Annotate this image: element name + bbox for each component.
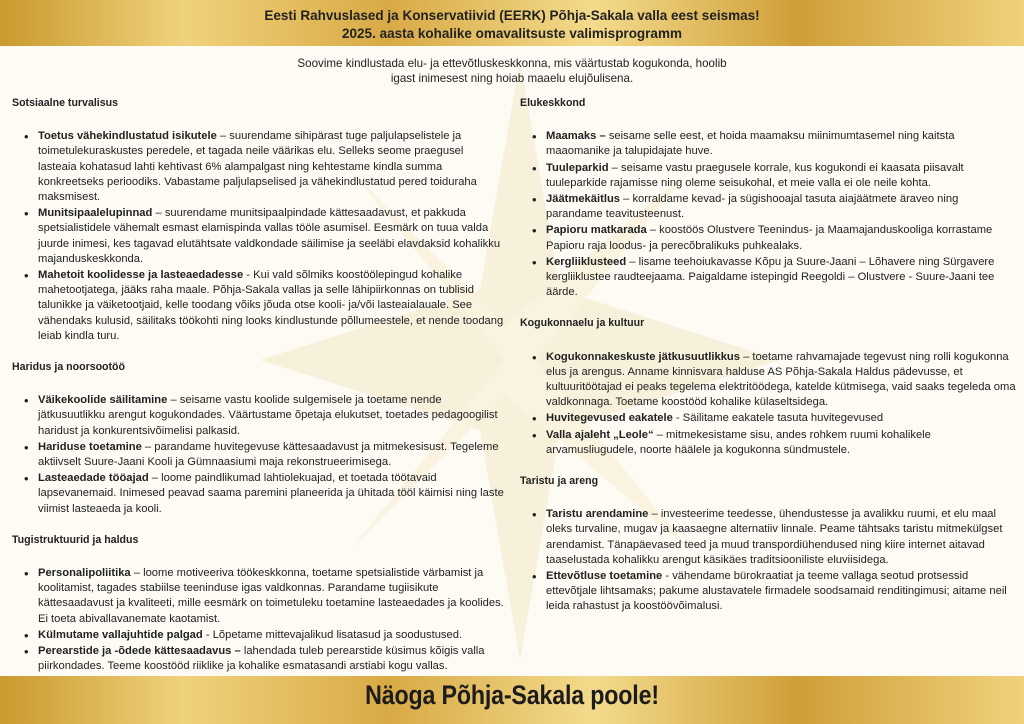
item-lead: Väikekoolide säilitamine xyxy=(38,394,168,407)
section-infrastructure xyxy=(520,474,1016,615)
list-item xyxy=(38,644,504,674)
list-item xyxy=(546,411,1016,426)
intro-line: Soovime kindlustada elu- ja ettevõtluskeskkonna, mis väärtustab kogukonda, hoolib xyxy=(297,57,727,70)
item-text: – mitmekesistame sisu, andes rohkem ruumi kohalikele arvamusliugudele, noorte häälele ja kogukonna sündmustele. xyxy=(546,428,931,456)
item-lead: Külmutame vallajuhtide palgad xyxy=(38,628,203,641)
item-lead: Papioru matkarada xyxy=(546,224,647,237)
list-item xyxy=(546,223,1016,253)
item-text: – loome motiveeriva töökeskkonna, toetame spetsialistide värbamist ja koolitamist, tagades stabiilse teeninduse igas valdkonnas. Parandame tugiisikute kättesaadavust ja kvaliteeti, mille eesmärk on toimetuleku toetamine lasteaedades ja koolides. Ei toeta abivallavanemate kaotamist. xyxy=(38,567,504,625)
section-title: Elukeskkond xyxy=(520,97,586,109)
list-item xyxy=(546,569,1016,615)
list-item xyxy=(546,129,1016,159)
intro xyxy=(262,56,762,86)
list-item xyxy=(38,129,504,205)
item-text: – seisame vastu koolide sulgemisele ja toetame nende jätkusuutlikku arengut kogukondades. Väärtustame õpetaja elukutset, toetades pedagoogilist haridust ja konkurentsivõimelisi palkasid. xyxy=(38,394,498,437)
section-living-environment xyxy=(520,96,1016,300)
list-item xyxy=(546,350,1016,411)
section-title: Taristu ja areng xyxy=(520,475,599,488)
item-text: – parandame huvitegevuse kättesaadavust ja mitmekesisust. Tegeleme aktiivselt Suure-Jaani Kooli ja Gümnaasiumi maja rekonstrueerimisega. xyxy=(38,440,499,469)
item-lead: Valla ajaleht „Leole“ xyxy=(546,428,654,441)
item-lead: Kogukonnakeskuste jätkusuutlikkus xyxy=(546,350,740,363)
item-text: - Lõpetame mittevajalikud lisatasud ja soodustused. xyxy=(202,628,463,641)
header-title: Eesti Rahvuslased ja Konservatiivid (EERK) Põhja-Sakala valla eest seismas! xyxy=(264,8,760,23)
right-column xyxy=(520,96,1016,631)
section-social-security xyxy=(12,96,504,344)
section-title: Kogukonnaelu ja kultuur xyxy=(520,317,645,330)
item-lead: Ettevõtluse toetamine xyxy=(546,570,663,583)
item-text: - Säilitame eakatele tasuta huvitegevused xyxy=(672,412,884,425)
list-item xyxy=(38,393,504,439)
list-item xyxy=(546,507,1016,568)
list-item xyxy=(546,428,1016,458)
list-item xyxy=(546,255,1016,301)
section-title: Haridus ja noorsootöö xyxy=(12,361,126,374)
item-lead: Jäätmekäitlus xyxy=(546,193,621,206)
item-lead: Lasteaedade tööajad xyxy=(38,472,149,485)
item-text: – korraldame kevad- ja sügishooajal tasuta aiajäätmete äraveo ning parandame teavitusteenust. xyxy=(546,193,959,221)
item-text: lahendada tuleb perearstide küsimus kõigis valla piirkondades. Teeme koostööd riiklike ja kohalike esmatasandi arstiabi kogu vallas. xyxy=(38,645,485,673)
list-item xyxy=(546,161,1016,191)
item-lead: Tuuleparkid xyxy=(546,161,609,174)
item-text: – koostöös Olustvere Teenindus- ja Maamajanduskooliga korrastame Papioru raja loodus- ja perесõbralikuks puhkealaks. xyxy=(546,224,993,252)
item-text: – toetame rahvamajade tegevust ning rolli kogukonna elus ja arengus. Anname kinnisvara halduse AS Põhja-Sakala Haldus pädevusse, et kultuuritöötajad ei peaks tegelema elektritöödega, katelde kütmisega, vaid saaks tegeleda oma valdkonnaga. Toetame koostööd kohalike külaseltsidega. xyxy=(546,350,1016,409)
list-item xyxy=(38,440,504,470)
list-item xyxy=(546,192,1016,222)
item-text: – loome paindlikumad lahtiolekuajad, et toetada töötavaid lapsevanemaid. Inimesed peavad saama paremini planeerida ja ühitada tööl käimisi ning laste viimist lasteaeda ja kooli. xyxy=(38,472,504,515)
list-item xyxy=(38,206,504,267)
item-lead: Personalipoliitika xyxy=(38,567,131,580)
intro-line: igast inimesest ning hoiab maaelu elujõulisena. xyxy=(390,72,634,85)
left-column xyxy=(12,96,504,691)
item-lead: Hariduse toetamine xyxy=(38,440,142,453)
section-title: Tugistruktuurid ja haldus xyxy=(12,533,139,546)
list-item xyxy=(38,628,504,643)
item-lead: Mahetoit koolidesse ja lasteaedadesse xyxy=(38,269,244,282)
section-title: Sotsiaalne turvalisus xyxy=(12,97,118,109)
section-support-structures xyxy=(12,533,504,675)
section-education xyxy=(12,360,504,517)
item-text: - vähendame bürokraatiat ja teeme vallaga seotud protsessid ettevõtjale lihtsamaks; pakume alustavatele firmadele soodsamaid renditingimusi; aitame neil leida rahastust ja koostöövõimalusi. xyxy=(546,570,1007,613)
item-text: - Kui vald sõlmiks koostöölepingud kohalike mahetootjatega, jääks raha maale. Põhja-Sakala vallas ja selle lähipiirkonnas on tublisid talunikke ja väiketootjaid, kelle toodang võiks jõuda otse kooli- ja/või lasteaialauale. See vähendaks kulusid, säilitaks töökohti ning looks kindlustunde põllumeestele, et nende toodang leiab kindla turu. xyxy=(38,269,504,342)
item-lead: Taristu arendamine xyxy=(546,508,649,521)
header-subtitle: 2025. aasta kohalike omavalitsuste valimisprogramm xyxy=(342,26,682,41)
item-text: seisame selle eest, et hoida maamaksu miinimumtasemel ning kaitsta maaomanike ja talupidajate huve. xyxy=(546,130,955,158)
section-community-culture xyxy=(520,316,1016,458)
list-item xyxy=(38,268,504,344)
item-lead: Toetus vähekindlustatud isikutele xyxy=(38,130,217,143)
list-item xyxy=(38,471,504,517)
item-lead: Kergliiklusteed xyxy=(546,255,627,268)
item-lead: Munitsipaalelupinnad xyxy=(38,207,153,220)
item-text: – suurendame sihipärast tuge paljulapselistele ja toimetulekuraskustes peredele, et tagada neile väärikas elu. Selleks seome praegusel lasteaia kohatasud lahti kehtivast 6% alampalgast ning kehtestame kindla summa konkreetseks perioodiks. Vabastame paljulapselised ja vähekindlustatud pered toiduraha maksmisest. xyxy=(38,130,477,204)
list-item xyxy=(38,566,504,627)
footer-slogan: Näoga Põhja-Sakala poole! xyxy=(365,680,659,710)
item-text: – seisame vastu praegusele korrale, kus kogukondi ei kaasata piisavalt tuuleparkide rajamisse ning oleme seisukohal, et meie valla ei ole neile kohta. xyxy=(546,161,964,189)
item-lead: Maamaks – xyxy=(546,130,606,143)
item-lead: Perearstide ja -õdede kättesaadavus – xyxy=(38,645,241,658)
item-lead: Huvitegevused eakatele xyxy=(546,412,673,425)
item-text: – investeerime teedesse, ühendustesse ja avalikku ruumi, et elu maal oleks turvaline, mugav ja kaasaegne alternatiiv linnale. Peame tähtsaks taristu mitmekülgset arendamist. Tänapäevased teed ja muud transpordiühendused ning kiire internet aitavad taaselustada kohalikku arengut käsikäes traditsiooniliste eluviisidega. xyxy=(546,508,1003,566)
item-text: – lisame teehoiukavasse Kõpu ja Suure-Jaani – Lõhavere ning Sürgavere kergliiklustee raudteejaama. Paigaldame istepingid Reegoldi – Olustvere - Suure-Jaani tee äärde. xyxy=(546,255,995,299)
item-text: – suurendame munitsipaalpindade kättesaadavust, et pakkuda spetsialistidele vähemalt esmast elamispinda vallas tööle asumisel. Eesmärk on tuua valda juurde inimesi, kes tagavad elutähtsate valdkondade säilimise ja seeläbi elavdaksid kohalikku majanduskeskkonda. xyxy=(38,207,501,265)
